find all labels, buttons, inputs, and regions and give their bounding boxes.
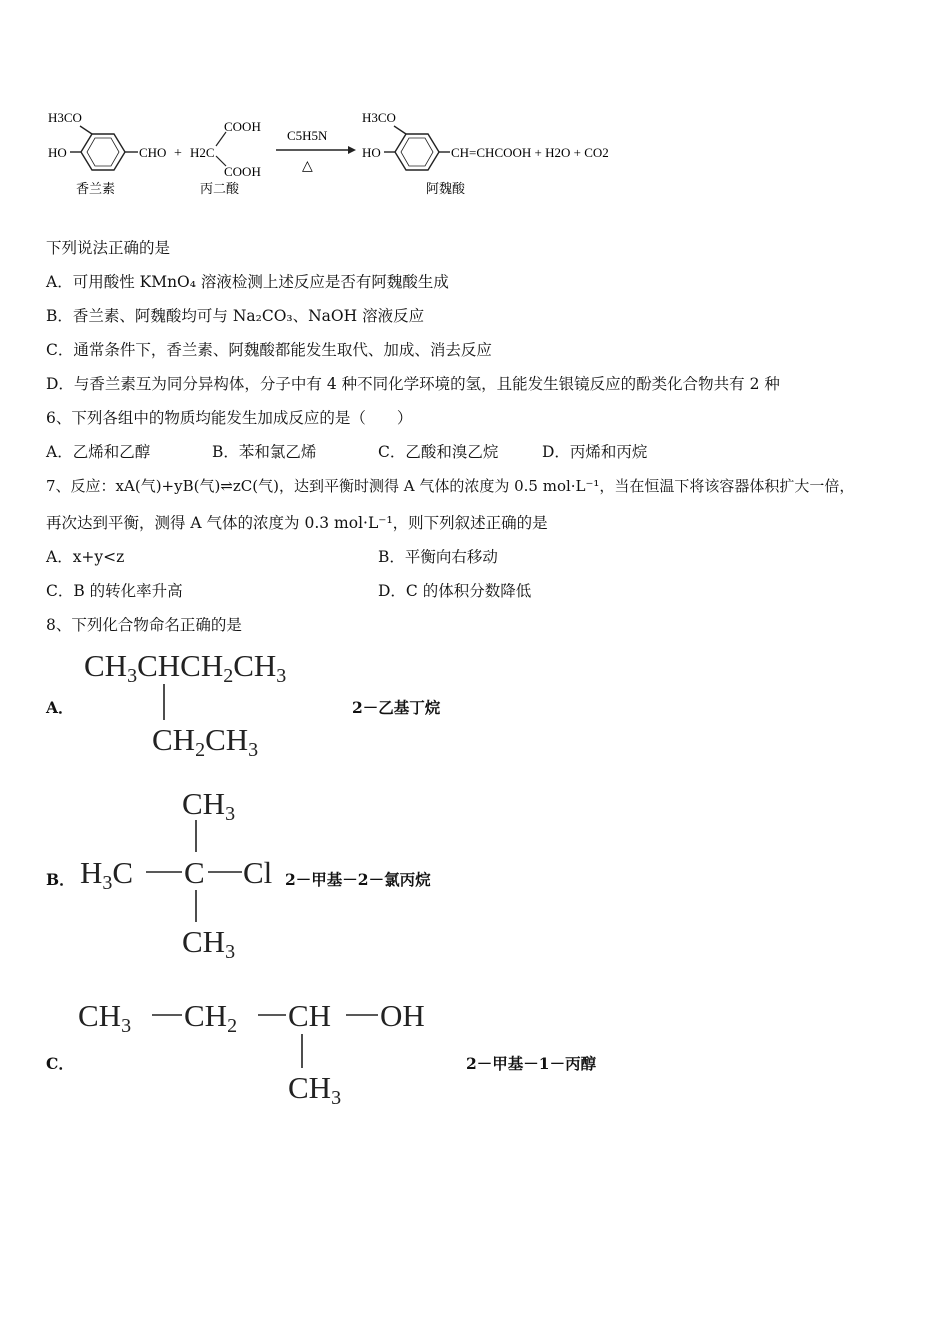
q5-option-b: B．香兰素、阿魏酸均可与 Na₂CO₃、NaOH 溶液反应 — [46, 307, 425, 325]
q5-stem: 下列说法正确的是 — [46, 239, 171, 257]
q8-stem: 8、下列化合物命名正确的是 — [46, 616, 242, 634]
svg-text:H3C: H3C — [80, 855, 134, 894]
svg-text:CH3: CH3 — [78, 998, 132, 1037]
malonic-cooh-bottom: COOH — [224, 164, 261, 179]
vanillin-methoxy: H3CO — [48, 110, 82, 125]
ferulic-methoxy: H3CO — [362, 110, 396, 125]
q5-option-d: D．与香兰素互为同分异构体，分子中有 4 种不同化学环境的氢，且能发生银镜反应的酚类化合物共有 2 种 — [46, 375, 780, 393]
q7-option-a: A．x+y<z — [46, 548, 125, 566]
q7-option-d: D．C 的体积分数降低 — [378, 582, 532, 600]
ferulic-ring — [395, 134, 439, 170]
svg-text:CH2CH3: CH2CH3 — [152, 722, 259, 760]
reaction-scheme — [40, 100, 650, 200]
svg-text:Cl: Cl — [243, 855, 273, 890]
q8-structure-b — [78, 780, 288, 965]
q8-option-b-label: B． — [46, 870, 75, 889]
vanillin-ring — [81, 134, 125, 170]
q5-option-a: A．可用酸性 KMnO₄ 溶液检测上述反应是否有阿魏酸生成 — [46, 273, 449, 291]
q6-stem: 6、下列各组中的物质均能发生加成反应的是（ ） — [46, 409, 413, 427]
q8-structure-a — [80, 640, 360, 760]
plus-sign: + — [174, 146, 182, 161]
svg-text:CH: CH — [288, 998, 332, 1033]
q8-structure-c — [76, 990, 446, 1110]
svg-text:CH3: CH3 — [288, 1070, 342, 1109]
q8-option-c-label: C． — [46, 1054, 74, 1073]
name-malonic-acid: 丙二酸 — [200, 181, 240, 196]
q8-option-a-label: A． — [46, 698, 74, 717]
heat-symbol: △ — [302, 159, 313, 174]
q5-option-c: C．通常条件下，香兰素、阿魏酸都能发生取代、加成、消去反应 — [46, 341, 492, 359]
vanillin-hydroxyl: HO — [48, 145, 67, 160]
svg-text:C: C — [184, 855, 205, 890]
name-ferulic-acid: 阿魏酸 — [426, 181, 466, 196]
q7-stem-line1: 7、反应：xA(气)+yB(气)⇌zC(气)，达到平衡时测得 A 气体的浓度为 0.5 mol·L⁻¹，当在恒温下将该容器体积扩大一倍， — [46, 477, 855, 495]
q6-option-d: D．丙烯和丙烷 — [542, 443, 648, 461]
svg-text:CH3: CH3 — [182, 786, 236, 825]
svg-text:CH3CHCH2CH3: CH3CHCH2CH3 — [84, 648, 287, 687]
malonic-h2c: H2C — [190, 145, 215, 160]
name-vanillin: 香兰素 — [76, 181, 116, 196]
ferulic-hydroxyl: HO — [362, 145, 381, 160]
q6-option-c: C．乙酸和溴乙烷 — [378, 443, 499, 461]
svg-text:CH2: CH2 — [184, 998, 238, 1037]
vanillin-aldehyde: CHO — [139, 145, 167, 160]
q8-option-b-name: 2－甲基－2－氯丙烷 — [285, 870, 431, 889]
q7-stem-line2: 再次达到平衡，测得 A 气体的浓度为 0.3 mol·L⁻¹，则下列叙述正确的是 — [46, 514, 548, 532]
q6-option-b: B．苯和氯乙烯 — [212, 443, 317, 461]
q8-option-a-name: 2－乙基丁烷 — [352, 698, 441, 717]
malonic-cooh-top: COOH — [224, 119, 261, 134]
q6-option-a: A．乙烯和乙醇 — [46, 443, 151, 461]
svg-text:OH: OH — [380, 998, 425, 1033]
catalyst-label: C5H5N — [287, 128, 328, 143]
q7-option-c: C．B 的转化率升高 — [46, 582, 183, 600]
q7-option-b: B．平衡向右移动 — [378, 548, 498, 566]
svg-text:CH3: CH3 — [182, 924, 236, 963]
ferulic-side-chain: CH=CHCOOH + H2O + CO2 — [451, 145, 609, 160]
q8-option-c-name: 2－甲基－1－丙醇 — [466, 1054, 597, 1073]
